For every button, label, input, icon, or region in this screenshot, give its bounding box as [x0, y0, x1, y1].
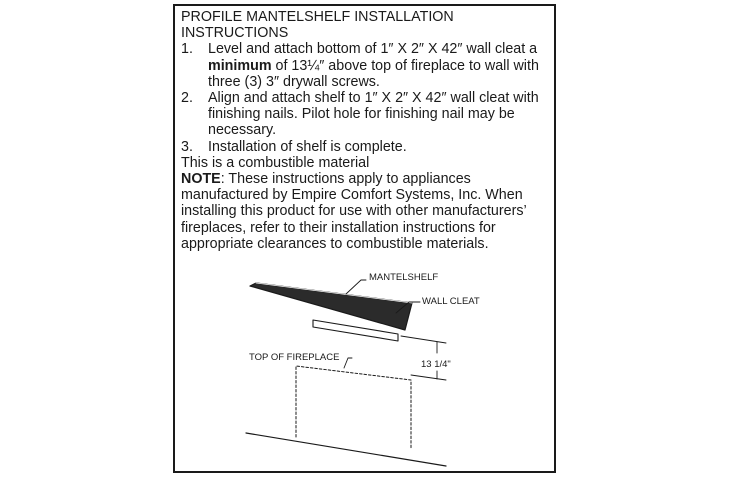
step-3-text: Installation of shelf is complete. [208, 138, 407, 155]
step-1-text-end: of 13¼″ above top of fireplace to wall with three (3) 3″ drywall screws. [208, 57, 539, 90]
step-number: 1. [181, 41, 193, 58]
fireplace-leader [344, 358, 352, 368]
dimension-bottom-line [411, 375, 446, 380]
step-1-text-start: Level and attach bottom of 1″ X 2″ X 42″ wall cleat a [208, 41, 538, 58]
fireplace-outline [296, 366, 411, 448]
step-number: 2. [181, 90, 193, 107]
step-number: 3. [181, 138, 193, 155]
floor-line [246, 433, 446, 466]
wall-cleat-label: WALL CLEAT [422, 296, 480, 307]
note-text: : These instructions apply to appliances manufactured by Empire Comfort Systems, Inc. When installing this product for use with other manufacturers’ fireplaces, refer to their installation instructions for appropriate clearances to combustible materials. [181, 171, 527, 252]
dimension-label: 13 1/4" [421, 359, 451, 370]
dimension-top-line [401, 336, 446, 343]
note-label: NOTE [181, 171, 221, 188]
step-2-text: Align and attach shelf to 1″ X 2″ X 42″ wall cleat with finishing nails. Pilot hole for finishing nail may be necessary. [208, 90, 539, 139]
page-title: PROFILE MANTELSHELF INSTALLATION INSTRUCTIONS [181, 9, 454, 42]
top-of-fireplace-label: TOP OF FIREPLACE [249, 352, 340, 363]
combustible-notice: This is a combustible material [181, 154, 370, 171]
step-1-emphasis: minimum [208, 57, 272, 74]
mantelshelf-label: MANTELSHELF [369, 272, 439, 283]
mantelshelf-leader [346, 280, 366, 294]
